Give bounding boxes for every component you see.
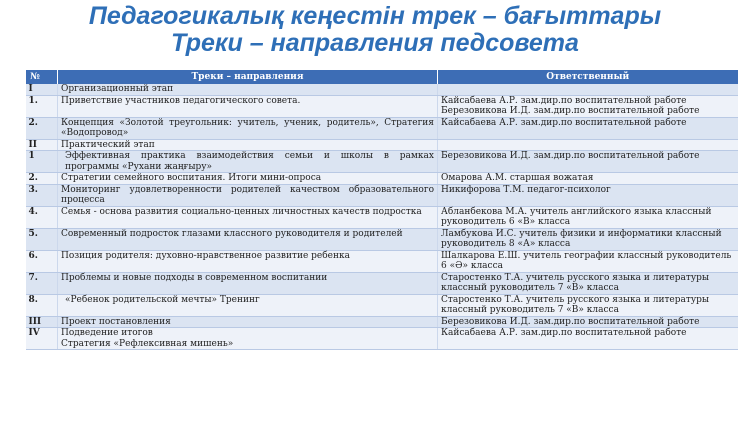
row-responsible — [438, 316, 738, 328]
row-direction — [58, 84, 438, 95]
row-direction — [58, 151, 438, 173]
table-row — [26, 151, 738, 173]
table-row — [26, 184, 738, 206]
row-direction — [58, 206, 438, 228]
row-number: 8. — [26, 294, 58, 316]
responsible-text: Шалкарова Е.Ш. учитель географии классный руководитель 6 «Ә» класса — [441, 250, 732, 271]
row-direction — [58, 250, 438, 272]
table-row — [26, 328, 738, 350]
row-number: 4. — [26, 206, 58, 228]
row-responsible — [438, 117, 738, 139]
direction-text: «Ребенок родительской мечты» Тренинг — [65, 294, 260, 305]
title-russian: Треки – направления педсовета — [171, 29, 579, 57]
row-number: 6. — [26, 250, 58, 272]
row-responsible — [438, 173, 738, 185]
row-number: II — [26, 139, 58, 151]
row-responsible — [438, 250, 738, 272]
table-row — [26, 84, 738, 95]
direction-text: Современный подросток глазами классного руководителя и родителей — [61, 228, 403, 239]
direction-text: Мониторинг удовлетворенности родителей качеством образовательного процесса — [61, 184, 434, 205]
row-direction — [58, 184, 438, 206]
row-direction — [58, 95, 438, 117]
row-number: IV — [26, 328, 58, 350]
responsible-text: Кайсабаева А.Р. зам.дир.по воспитательной работе — [441, 117, 687, 128]
responsible-text: Старостенко Т.А. учитель русского языка и литературы классный руководитель 7 «В» класса — [441, 294, 710, 315]
row-responsible — [438, 151, 738, 173]
table-body — [26, 84, 738, 350]
row-number: I — [26, 84, 58, 95]
row-responsible — [438, 272, 738, 294]
header-directions: Треки – направления — [58, 70, 438, 84]
row-direction — [58, 328, 438, 350]
row-responsible — [438, 294, 738, 316]
table-row — [26, 272, 738, 294]
responsible-text: Абланбекова М.А. учитель английского языка классный руководитель 6 «В» класса — [441, 206, 712, 227]
tracks-table — [25, 70, 738, 350]
table-row — [26, 173, 738, 185]
direction-text: Позиция родителя: духовно-нравственное развитие ребенка — [61, 250, 350, 261]
direction-text: Проект постановления — [61, 316, 171, 327]
responsible-text: Кайсабаева А.Р. зам.дир.по воспитательной работе — [441, 95, 687, 106]
direction-text: Эффективная практика взаимодействия семьи и школы в рамках программы «Рухани жаңғыру» — [65, 151, 434, 172]
row-direction — [58, 173, 438, 185]
row-number: 2. — [26, 117, 58, 139]
title-block — [0, 2, 750, 58]
row-responsible — [438, 84, 738, 95]
row-number: 7. — [26, 272, 58, 294]
row-responsible — [438, 206, 738, 228]
table-row — [26, 250, 738, 272]
row-number: 5. — [26, 228, 58, 250]
row-direction — [58, 316, 438, 328]
table-header-row — [26, 70, 738, 84]
direction-text: Приветствие участников педагогического совета. — [61, 95, 301, 106]
row-number: III — [26, 316, 58, 328]
header-responsible: Ответственный — [438, 70, 738, 84]
direction-text: Стратегии семейного воспитания. Итоги мини-опроса — [61, 173, 322, 183]
row-direction — [58, 272, 438, 294]
responsible-text: Березовикова И.Д. зам.дир.по воспитательной работе — [441, 106, 700, 116]
row-number: 3. — [26, 184, 58, 206]
direction-text: Семья - основа развития социально-ценных личностных качеств подростка — [61, 206, 422, 217]
table-row — [26, 228, 738, 250]
table-row — [26, 139, 738, 151]
row-number: 1. — [26, 95, 58, 117]
table-row — [26, 95, 738, 117]
responsible-text: Березовикова И.Д. зам.дир.по воспитательной работе — [441, 151, 700, 161]
direction-text: Стратегия «Рефлексивная мишень» — [61, 338, 234, 349]
responsible-text: Омарова А.М. старшая вожатая — [441, 173, 594, 183]
row-number: 2. — [26, 173, 58, 185]
row-direction — [58, 228, 438, 250]
direction-text: Практический этап — [61, 139, 155, 150]
row-number: 1 — [26, 151, 58, 173]
table-row — [26, 117, 738, 139]
row-responsible — [438, 228, 738, 250]
responsible-text: Старостенко Т.А. учитель русского языка и литературы классный руководитель 7 «В» класса — [441, 272, 710, 293]
row-direction — [58, 294, 438, 316]
row-direction — [58, 117, 438, 139]
direction-text: Подведение итогов — [61, 328, 153, 338]
row-responsible — [438, 328, 738, 350]
table-row — [26, 316, 738, 328]
table-row — [26, 206, 738, 228]
row-responsible — [438, 95, 738, 117]
direction-text: Проблемы и новые подходы в современном воспитании — [61, 272, 328, 283]
table-row — [26, 294, 738, 316]
responsible-text: Березовикова И.Д. зам.дир.по воспитательной работе — [441, 316, 700, 327]
direction-text: Концепция «Золотой треугольник: учитель, ученик, родитель», Стратегия «Водопровод» — [61, 117, 434, 138]
row-responsible — [438, 184, 738, 206]
title-kazakh: Педагогикалық кеңестін трек – бағыттары — [88, 2, 662, 30]
responsible-text: Ламбукова И.С. учитель физики и информатики классный руководитель 8 «А» класса — [441, 228, 722, 249]
row-responsible — [438, 139, 738, 151]
direction-text: Организационный этап — [61, 84, 174, 94]
row-direction — [58, 139, 438, 151]
responsible-text: Никифорова Т.М. педагог-психолог — [441, 184, 611, 195]
responsible-text: Кайсабаева А.Р. зам.дир.по воспитательной работе — [441, 328, 687, 338]
header-number: № — [26, 70, 58, 84]
